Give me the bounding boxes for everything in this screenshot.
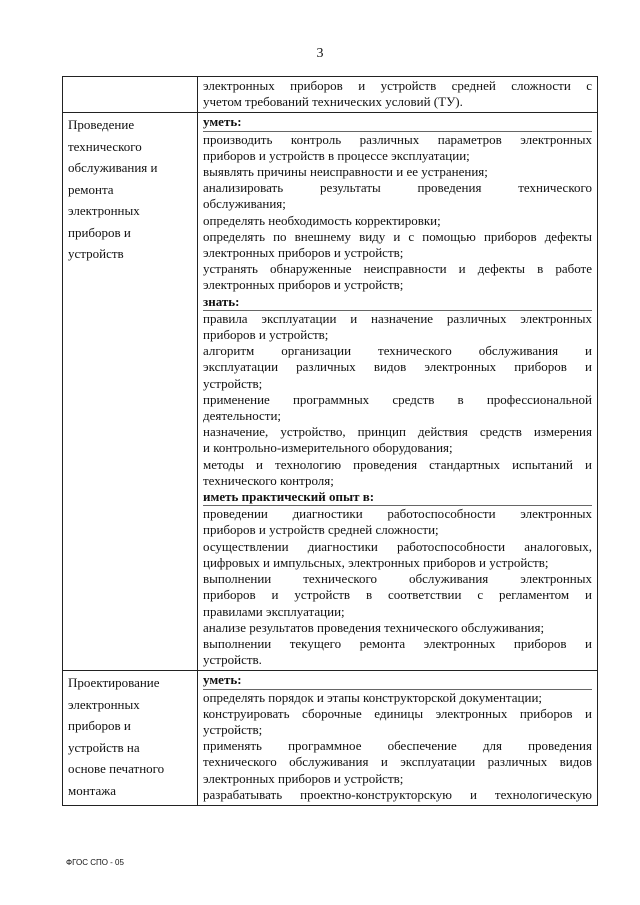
requirement-line: проведении диагностики работоспособности электронных: [203, 506, 592, 522]
requirement-line: приборов и устройств в соответствии с регламентом и: [203, 587, 592, 603]
requirement-line: разрабатывать проектно-конструкторскую и технологическую: [203, 786, 592, 802]
activity-line: электронных: [68, 696, 140, 712]
requirement-line: анализе результатов проведения технического обслуживания;: [203, 619, 545, 635]
table-row: [63, 77, 598, 113]
table-row: [63, 671, 598, 806]
table-body: [63, 77, 598, 806]
requirement-line: эксплуатации различных видов электронных приборов и: [203, 359, 592, 375]
requirement-line: технического контроля;: [203, 472, 334, 488]
footer-code: ФГОС СПО - 05: [66, 858, 124, 867]
activity-line: устройств на: [68, 739, 140, 755]
activity-cell: [63, 77, 198, 113]
requirement-line: учетом требований технических условий (ТУ).: [203, 94, 463, 110]
requirement-line: выявлять причины неисправности и ее устранения;: [203, 164, 488, 180]
activity-cell: [63, 113, 198, 671]
requirement-line: электронных приборов и устройств средней сложности с: [203, 78, 592, 93]
requirement-line: алгоритм организации технического обслуживания и: [203, 343, 592, 359]
activity-line: монтажа: [68, 782, 117, 798]
requirement-line: электронных приборов и устройств;: [203, 770, 404, 786]
section-heading: уметь:: [203, 114, 592, 131]
section-heading: знать:: [203, 294, 592, 311]
requirement-line: устройств.: [203, 652, 262, 668]
requirement-line: определять порядок и этапы конструкторской документации;: [203, 689, 543, 705]
activity-cell: [63, 671, 198, 806]
requirement-line: электронных приборов и устройств;: [203, 277, 404, 293]
requirement-line: применение программных средств в профессиональной: [203, 391, 592, 407]
requirement-line: правилами эксплуатации;: [203, 603, 345, 619]
section-heading: уметь:: [203, 672, 592, 689]
requirement-line: обслуживания;: [203, 196, 286, 212]
requirement-line: осуществлении диагностики работоспособности аналоговых,: [203, 538, 592, 554]
requirement-line: выполнении технического обслуживания электронных: [203, 571, 592, 587]
requirement-line: определять необходимость корректировки;: [203, 212, 441, 228]
requirement-line: назначение, устройство, принцип действия средств измерения: [203, 424, 592, 440]
activity-line: приборов и: [68, 718, 131, 734]
section-heading: иметь практический опыт в:: [203, 489, 592, 506]
requirement-line: и контрольно-измерительного оборудования;: [203, 440, 453, 456]
requirement-line: устранять обнаруженные неисправности и дефекты в работе: [203, 261, 592, 277]
requirement-line: методы и технологию проведения стандартных испытаний и: [203, 456, 592, 472]
competency-table: [62, 76, 598, 806]
requirement-line: конструировать сборочные единицы электронных приборов и: [203, 705, 592, 721]
requirement-line: приборов и устройств в процессе эксплуатации;: [203, 147, 470, 163]
activity-line: Проектирование: [68, 675, 160, 691]
activity-line: обслуживания и: [68, 160, 158, 176]
requirement-line: правила эксплуатации и назначение различных электронных: [203, 310, 592, 326]
requirement-line: применять программное обеспечение для проведения: [203, 738, 592, 754]
page-number: 3: [316, 46, 324, 61]
requirement-line: определять по внешнему виду и с помощью приборов дефекты: [203, 228, 592, 244]
requirement-line: технического обслуживания и эксплуатации различных видов: [203, 754, 592, 770]
requirements-cell: [198, 113, 598, 671]
activity-line: основе печатного: [68, 761, 165, 777]
table-row: [63, 113, 598, 671]
activity-line: технического: [68, 138, 142, 154]
requirement-line: производить контроль различных параметров электронных: [203, 131, 592, 147]
requirement-line: цифровых и импульсных, электронных приборов и устройств;: [203, 554, 549, 570]
requirement-line: приборов и устройств средней сложности;: [203, 522, 439, 538]
activity-line: ремонта: [68, 181, 114, 197]
activity-line: электронных: [68, 203, 140, 219]
activity-line: приборов и: [68, 224, 131, 240]
requirement-line: устройств;: [203, 721, 263, 737]
requirement-line: приборов и устройств;: [203, 327, 329, 343]
requirements-cell: [198, 671, 598, 806]
requirement-line: выполнении текущего ремонта электронных приборов и: [203, 635, 592, 651]
requirement-line: деятельности;: [203, 408, 282, 424]
requirement-line: устройств;: [203, 375, 263, 391]
requirements-cell: [198, 77, 598, 113]
activity-line: устройств: [68, 246, 124, 262]
activity-line: Проведение: [68, 117, 135, 133]
requirement-line: анализировать результаты проведения технического: [203, 180, 592, 196]
requirement-line: электронных приборов и устройств;: [203, 245, 404, 261]
